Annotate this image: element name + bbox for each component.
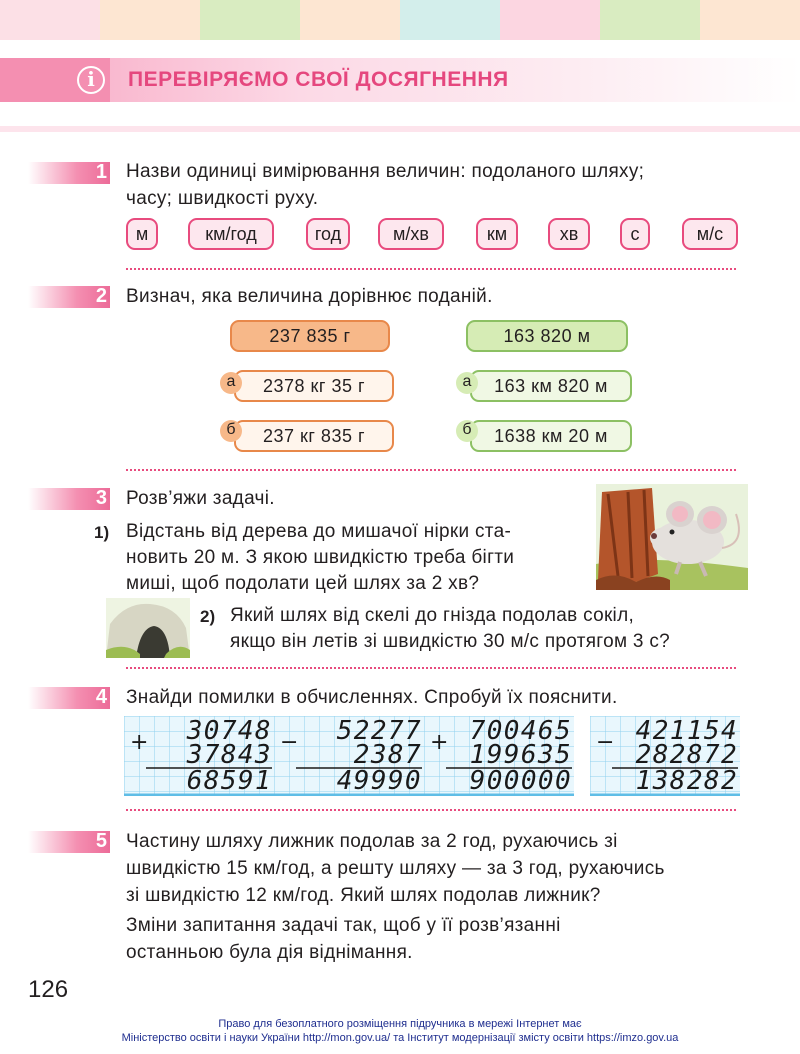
task-4-text: Знайди помилки в обчисленнях. Спробуй їх пояснити. [126,687,618,708]
task-1-text-line2: часу; швидкості руху. [126,188,319,209]
operator-sign: + [430,730,449,755]
problem-1-number: 1) [94,523,110,542]
option-label-a: а [220,372,242,394]
divider-dots [126,809,736,811]
calc-operand-2: 2387 [353,740,422,770]
calc-operand-2: 37843 [186,740,272,770]
calc-result: 49990 [336,766,422,796]
task-3-number-tab: 3 [28,488,110,510]
calc-operand-2: 282872 [635,740,738,770]
unit-chip-h: год [306,218,350,250]
unit-chip-m-per-min: м/хв [378,218,444,250]
operator-sign: − [596,730,615,755]
calc-result: 900000 [469,766,572,796]
option-label-a: а [456,372,478,394]
mouse-tree-illustration [596,484,748,590]
unit-chip-km-per-h: км/год [188,218,274,250]
problem-1-line1: Відстань від дерева до мишачої нірки ста- [126,521,512,542]
task-5-line4: Зміни запитання задачі так, щоб у її розв’язанні [126,915,561,936]
option-label-b: б [456,420,478,442]
header-divider [0,126,800,132]
page-title: ПЕРЕВІРЯЄМО СВОЇ ДОСЯГНЕННЯ [128,68,509,91]
calculation-card [424,716,574,796]
given-length: 163 820 м [466,320,628,352]
top-color-stripes [0,0,800,40]
option-label-b: б [220,420,242,442]
divider-dots [126,268,736,270]
calc-operand-1: 700465 [469,716,572,746]
page-number: 126 [28,976,69,1003]
task-5-line3: зі швидкістю 12 км/год. Який шлях подолав лижник? [126,885,601,906]
divider-dots [126,667,736,669]
problem-2-line1: Який шлях від скелі до гнізда подолав сокіл, [230,605,635,626]
task-5-number-tab: 5 [28,831,110,853]
footer-line-2: Міністерство освіти і науки України http://mon.gov.ua/ та Інститут модернізації змісту освіти https://imzo.gov.ua [121,1032,679,1044]
calculation-card [590,716,740,796]
operator-sign: + [130,730,149,755]
mass-option-a: 2378 кг 35 г [234,370,394,402]
info-icon: i [77,66,105,94]
unit-chip-km: км [476,218,518,250]
given-mass: 237 835 г [230,320,390,352]
calc-operand-1: 52277 [336,716,422,746]
task-4-number-tab: 4 [28,687,110,709]
divider-dots [126,469,736,471]
cave-illustration [106,598,190,658]
unit-chip-s: с [620,218,650,250]
unit-chip-min: хв [548,218,590,250]
problem-1-line3: миші, щоб подолати цей шлях за 2 хв? [126,573,480,594]
task-3-text: Розв’яжи задачі. [126,488,275,509]
length-option-b: 1638 км 20 м [470,420,632,452]
problem-2-line2: якщо він летів зі швидкістю 30 м/с протягом 3 с? [230,631,671,652]
length-option-a: 163 км 820 м [470,370,632,402]
footer-line-1: Право для безоплатного розміщення підручника в мережі Інтернет має [218,1018,582,1030]
problem-1-line2: новить 20 м. З якою швидкістю треба бігти [126,547,515,568]
calculation-card [274,716,424,796]
problem-2-number: 2) [200,607,216,626]
calc-operand-1: 30748 [186,716,272,746]
operator-sign: − [280,730,299,755]
calculation-card [124,716,274,796]
task-5-line1: Частину шляху лижник подолав за 2 год, рухаючись зі [126,831,618,852]
task-2-number-tab: 2 [28,286,110,308]
calc-operand-1: 421154 [635,716,738,746]
mass-option-b: 237 кг 835 г [234,420,394,452]
unit-chip-m-per-s: м/с [682,218,738,250]
calc-result: 68591 [186,766,272,796]
task-5-line2: швидкістю 15 км/год, а решту шляху — за 3 год, рухаючись [126,858,665,879]
task-1-text-line1: Назви одиниці вимірювання величин: подоланого шляху; [126,161,645,182]
unit-chip-m: м [126,218,158,250]
task-1-number-tab: 1 [28,162,110,184]
calc-operand-2: 199635 [469,740,572,770]
task-2-text: Визнач, яка величина дорівнює поданій. [126,286,493,307]
task-5-line5: останньою була дія віднімання. [126,942,413,963]
calc-result: 138282 [635,766,738,796]
